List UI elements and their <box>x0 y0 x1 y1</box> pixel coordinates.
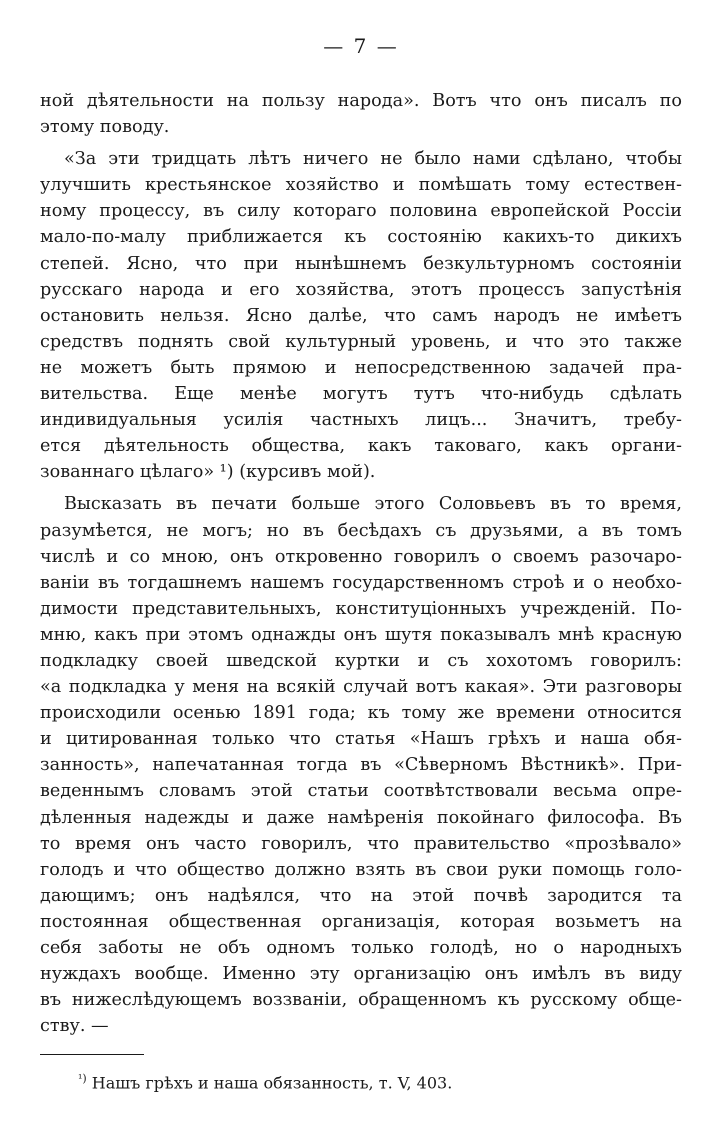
paragraph <box>40 88 682 140</box>
paragraph <box>40 146 682 485</box>
text-line: ному процессу, въ силу котораго половина европейской Россіи <box>40 201 682 222</box>
text-line: ству. — <box>40 1016 109 1037</box>
text-line: и цитированная только что статья «Нашъ грѣхъ и наша обя- <box>40 729 682 750</box>
text-line: средствъ поднять свой культурный уровень, и что это также <box>40 331 682 352</box>
text-line: занность», напечатанная тогда въ «Сѣверномъ Вѣстникѣ». При- <box>40 755 682 776</box>
text-line: дающимъ; онъ надѣялся, что на этой почвѣ зародится та <box>40 885 682 906</box>
text-line: мню, какъ при этомъ однажды онъ шутя показывалъ мнѣ красную <box>40 624 682 645</box>
text-line: ется дѣятельность общества, какъ таковаго, какъ органи- <box>40 436 682 457</box>
text-line: степей. Ясно, что при нынѣшнемъ безкультурномъ состояніи <box>40 253 682 274</box>
text-line: Высказать въ печати больше этого Соловьевъ въ то время, <box>64 494 682 515</box>
footnote <box>78 1068 452 1094</box>
page-number: — 7 — <box>323 34 399 58</box>
footnote-marker: ¹) <box>78 1072 87 1085</box>
text-line: происходили осенью 1891 года; къ тому же времени относится <box>40 703 682 724</box>
text-line: «За эти тридцать лѣтъ ничего не было нами сдѣлано, чтобы <box>64 149 682 170</box>
footnote-divider <box>40 1054 144 1055</box>
footnote-text: Нашъ грѣхъ и наша обязанность, т. V, 403. <box>86 1073 453 1093</box>
text-line: голодъ и что общество должно взять въ свои руки помощь голо- <box>40 859 682 880</box>
body-text <box>40 88 682 1039</box>
text-line: ваніи въ тогдашнемъ нашемъ государственномъ строѣ и о необхо- <box>40 572 682 593</box>
text-line: ной дѣятельности на пользу народа». Вотъ что онъ писалъ по <box>40 91 682 111</box>
text-line: веденнымъ словамъ этой статьи соотвѣтствовали весьма опре- <box>40 781 682 802</box>
book-page <box>40 30 682 1120</box>
text-line: себя заботы не объ одномъ только голодѣ, но о народныхъ <box>40 938 682 958</box>
text-line: то время онъ часто говорилъ, что правительство «прозѣвало» <box>40 833 682 854</box>
text-line: числѣ и со мною, онъ откровенно говорилъ о своемъ разочаро- <box>40 546 682 567</box>
text-line: въ нижеслѣдующемъ воззваніи, обращенномъ къ русскому обще- <box>40 990 682 1011</box>
text-line: вительства. Еще менѣе могутъ тутъ что-нибудь сдѣлать <box>40 384 682 405</box>
text-line: не можетъ быть прямою и непосредственною задачей пра- <box>40 357 682 378</box>
text-line: нуждахъ вообще. Именно эту организацію онъ имѣлъ въ виду <box>40 964 682 985</box>
text-line: русскаго народа и его хозяйства, этотъ процессъ запустѣнія <box>40 279 682 300</box>
text-line: димости представительныхъ, конституціонныхъ учрежденій. По- <box>40 598 682 619</box>
text-line: «а подкладка у меня на всякій случай вотъ какая». Эти разговоры <box>40 677 682 698</box>
paragraph <box>40 491 682 1039</box>
text-line: подкладку своей шведской куртки и съ хохотомъ говорилъ: <box>40 650 682 671</box>
text-line: мало-по-малу приближается къ состоянію какихъ-то дикихъ <box>40 227 682 248</box>
text-line: дѣленныя надежды и даже намѣренія покойнаго философа. Въ <box>40 807 682 828</box>
text-line: разумѣется, не могъ; но въ бесѣдахъ съ друзьями, а въ томъ <box>40 520 682 541</box>
text-line: индивидуальныя усилія частныхъ лицъ... Значитъ, требу- <box>40 410 682 431</box>
text-line: зованнаго цѣлаго» ¹) (курсивъ мой). <box>40 462 376 483</box>
text-line: улучшить крестьянское хозяйство и помѣшать тому естествен- <box>40 175 682 196</box>
text-line: этому поводу. <box>40 117 170 138</box>
text-line: остановить нельзя. Ясно далѣе, что самъ народъ не имѣетъ <box>40 305 682 326</box>
text-line: постоянная общественная организація, которая возьметъ на <box>40 911 682 932</box>
